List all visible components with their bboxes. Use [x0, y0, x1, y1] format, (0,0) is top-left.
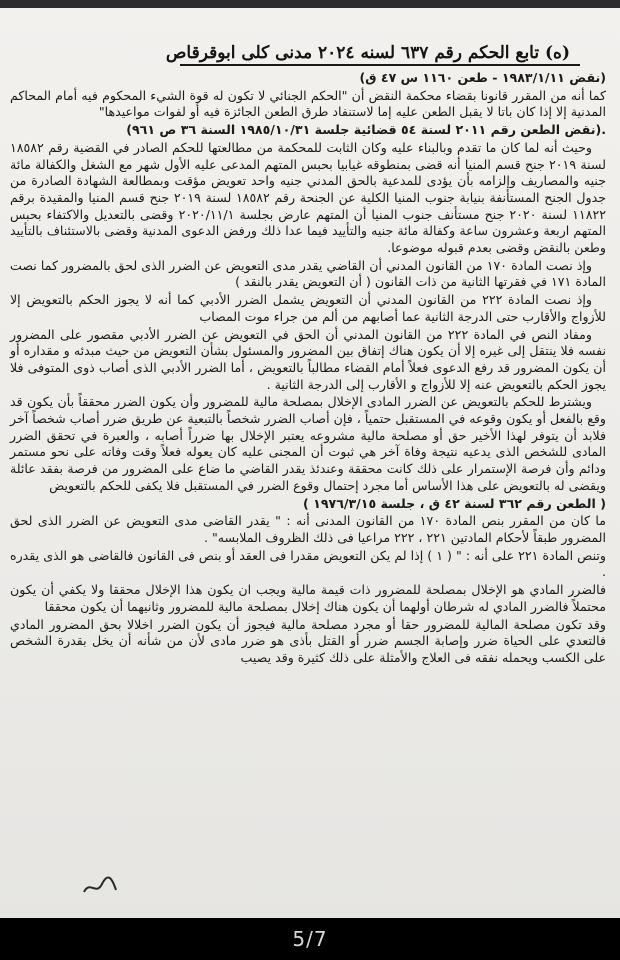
- title-underline: [180, 64, 580, 66]
- document-body: [10, 70, 606, 668]
- paragraph: ويشترط للحكم بالتعويض عن الضرر المادى الإخلال بمصلحة مالية للمضرور وأن يكون الضرر محققاً بأن يكون قد وقع بالفعل أو يكون وقوعه في المستقبل حتمياً ، فإن أصاب الضرر شخصاً بالتبعية عن طريق ضرر أصاب شخصاً آخر فلابد أن يتوفر لهذا الأخير حق أو مصلحة مالية مشروعه يعتبر الإخلال بها ضرراً أصابه ، والعبرة في تحقق الضرر المادى للشخص الذى يدعيه نتيجة وفاة آخر هي ثبوت أن المجنى عليه كان يعوله فعلاً وقت وفاته على نحو مستمر ودائم وأن فرصة الإستمرار على ذلك كانت محققة وعندئذ يقدر القاضي ما ضاع على المضرور من فرصة بفقد عائلة ويقضى له بالتعويض على هذا الأساس أما مجرد إحتمال وقوع الضرر في المستقبل فلا يكفى للحكم بالتعويض: [10, 394, 606, 493]
- paragraph: كما أنه من المقرر قانونا بقضاء محكمة النقض أن "الحكم الجنائي لا تكون له قوة الشيء المحكوم فيه أمام المحاكم المدنية إلا إذا كان باتا لا يقبل الطعن عليه إما لاستنفاد طرق الطعن الجائزة فيه أو لفوات مواعيدها": [10, 87, 606, 120]
- citation: .(نقض الطعن رقم ٢٠١١ لسنة ٥٤ قضائية جلسة ١٩٨٥/١٠/٣١ السنة ٣٦ ص ٩٦١): [126, 122, 606, 138]
- paragraph: وإذ نصت المادة ١٧٠ من القانون المدني أن القاضي يقدر مدى التعويض عن الضرر الذى لحق بالمضرور كما نصت المادة ١٧١ في فقرتها الثانية من ذات القانون ( أن التعويض يقدر بالنقد ): [10, 257, 606, 290]
- citation: (نقض ١٩٨٣/١/١١ - طعن ١١٦٠ س ٤٧ ق): [359, 70, 606, 85]
- page-counter: 5/7: [292, 927, 328, 951]
- page-indicator: [0, 918, 620, 960]
- paragraph: ومفاد النص في المادة ٢٢٢ من القانون المدني أن الحق في التعويض عن الضرر الأدبي مقصور على المضرور نفسه فلا ينتقل إلى غيره إلا أن يكون هناك إتفاق بين المضرور والمسئول بشأن التعويض من حيث مبدئه و مقداره أو أن يكون المضرور قد رفع الدعوى فعلاً أمام القضاء مطالباً بالتعويض ، أما الضرر الأدبي الذى أصاب ذوى المتوفى فلا يجوز الحكم بالتعويض عنه إلا للأزواج و الأقارب إلى الدرجة الثانية .: [10, 326, 606, 392]
- paragraph: وحيث أنه لما كان ما تقدم وبالبناء عليه وكان الثابت للمحكمة من مطالعتها للحكم الصادر في القضية رقم ١٨٥٨٢ لسنة ٢٠١٩ جنح قسم المنيا أنه قضى بمنطوقه غيابيا بحبس المتهم المدعى عليه الأول شهر مع الشغل والكفالة مائة جنيه والمصاريف وإلزامه بأن يؤدى للمدعية بالحق المدني جنيه واحد تعويض مؤقت وبمطالعة الشهادة الصادرة من جدول الجنح المستأنفة بنيابة جنوب المنيا الكلية عن الجنحة رقم ١٨٥٨٢ لسنة ٢٠١٩ جنح قسم المنيا والمقيدة برقم ١١٨٢٢ لسنة ٢٠٢٠ جنح مستأنف جنوب المنيا أن المتهم عارض بجلسة ٢٠٢٠/١١/١ وقضى بالتعديل والاكتفاء بحبس المتهم اربعة وعشرون ساعة وكفالة مائة جنيه والتأييد فيما عدا ذلك ورفض الدعوى المدنية وقضى بالاستئناف بالتأييد وطعن بالنقض وقضى بعدم قبوله موضوعا.: [10, 139, 606, 256]
- paragraph: وقد تكون مصلحة المالية للمضرور حقا أو مجرد مصلحة مالية فيجوز أن يكون الضرر اخلالا بحق المضرور المادي فالتعدي على الحياة ضرر وإصابة الجسم ضرر أو القتل بأذى هو ضرر مادى لأن من شأنه أن يخل بقدرة الشخص على الكسب ويحمله نفقه فى العلاج والأمثلة على ذلك كثيرة وقد يصيب: [10, 616, 606, 665]
- top-edge: [0, 0, 620, 8]
- page-title: (ه) تابع الحكم رقم ٦٣٧ لسنه ٢٠٢٤ مدنى كلى ابوقرقاص: [165, 43, 570, 63]
- citation: ( الطعن رقم ٣٦٢ لسنة ٤٢ ق ، جلسة ١٩٧٦/٣/١٥ ): [303, 495, 606, 511]
- handwritten-mark: [80, 870, 120, 900]
- paragraph: وتنص المادة ٢٢١ على أنه : " ( ١ ) إذا لم يكن التعويض مقدرا فى العقد أو بنص فى القانون فالقاضى هو الذى يقدره .: [10, 547, 607, 580]
- paragraph: فالضرر المادي هو الإخلال بمصلحة للمضرور ذات قيمة مالية ويجب ان يكون هذا الإخلال محققا ولا يكفي أن يكون محتملاً فالضرر المادي له شرطان أولهما أن يكون هناك إخلال بمصلحة مالية للمضرور وثانيهما أن يكون محققا: [10, 582, 606, 614]
- paragraph: وإذ نصت المادة ٢٢٢ من القانون المدني أن التعويض يشمل الضرر الأدبي كما أنه لا يجوز الحكم بالتعويض إلا للأزواج والأقارب حتى الدرجة الثانية عما أصابهم من ألم من جراء موت المصاب: [10, 292, 606, 324]
- paragraph: ما كان من المقرر بنص المادة ١٧٠ من القانون المدنى أنه : " يقدر القاضى مدى التعويض عن الضرر الذى لحق المضرور طبقاً لأحكام المادتين ٢٢١ ، ٢٢٢ مراعيا فى ذلك الظروف الملابسه" .: [10, 513, 606, 545]
